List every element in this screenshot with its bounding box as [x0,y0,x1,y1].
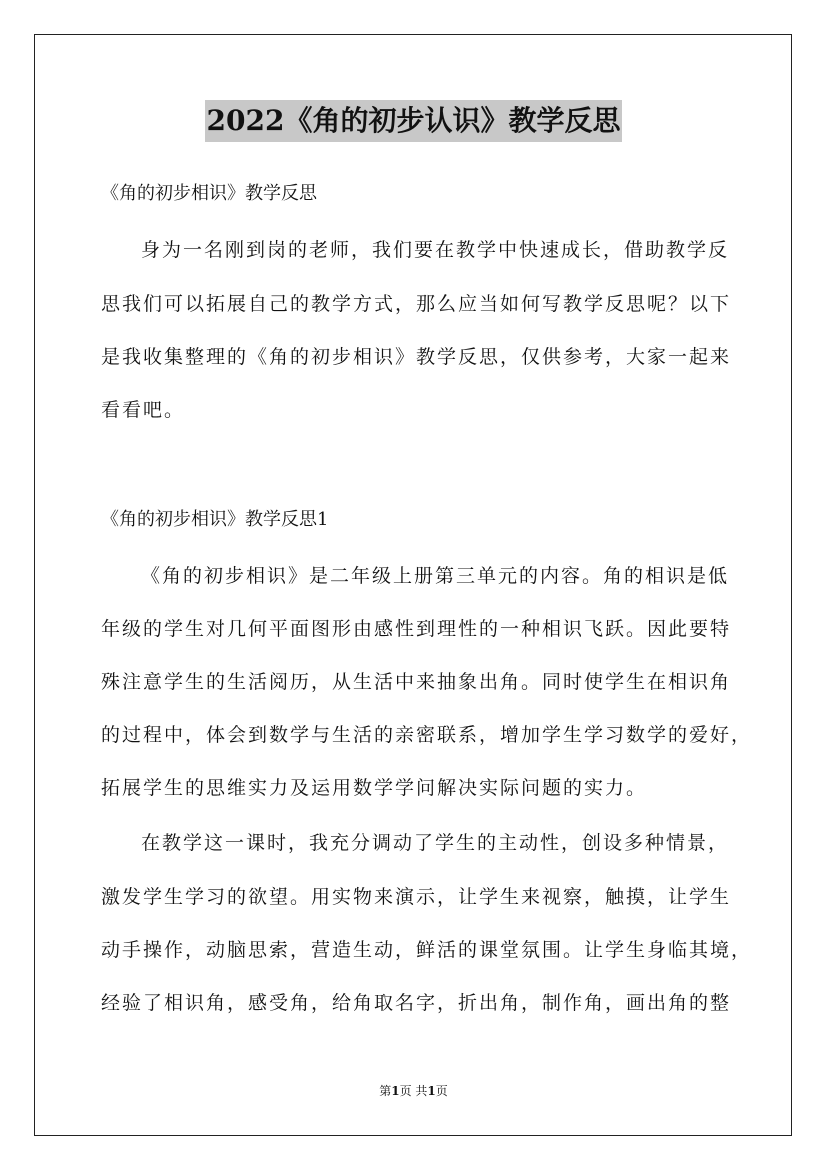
intro-line: 思我们可以拓展自己的教学方式，那么应当如何写教学反思呢？以下 [101,293,732,315]
intro-line: 看看吧。 [101,399,186,421]
paragraph-line: 拓展学生的思维实力及运用数学学问解决实际问题的实力。 [101,777,648,799]
section-heading: 《角的初步相识》教学反思 [101,183,317,204]
page-suffix: 页 [435,1084,448,1098]
intro-line: 是我收集整理的《角的初步相识》教学反思，仅供参考，大家一起来 [101,346,732,368]
page-current: 1 [391,1084,400,1098]
paragraph-line: 激发学生学习的欲望。用实物来演示，让学生来视察，触摸，让学生 [101,886,732,908]
paragraph-line: 年级的学生对几何平面图形由感性到理性的一种相识飞跃。因此要特 [101,618,732,640]
paragraph-line: 《角的初步相识》是二年级上册第三单元的内容。角的相识是低 [141,565,730,587]
title-container [0,100,827,142]
page-footer [0,1083,827,1099]
page-mid: 页 共 [399,1084,428,1098]
intro-line: 身为一名刚到岗的老师，我们要在教学中快速成长，借助教学反 [141,239,730,261]
page-total: 1 [427,1084,436,1098]
document-title: 2022《角的初步认识》教学反思 [205,100,623,142]
page-prefix: 第 [379,1084,392,1098]
section-heading: 《角的初步相识》教学反思1 [101,509,329,530]
paragraph-line: 在教学这一课时，我充分调动了学生的主动性，创设多种情景， [141,832,730,854]
paragraph-line: 经验了相识角，感受角，给角取名字，折出角，制作角，画出角的整 [101,992,732,1014]
paragraph-line: 殊注意学生的生活阅历，从生活中来抽象出角。同时使学生在相识角 [101,671,732,693]
paragraph-line: 的过程中，体会到数学与生活的亲密联系，增加学生学习数学的爱好， [101,724,753,746]
paragraph-line: 动手操作，动脑思索，营造生动，鲜活的课堂氛围。让学生身临其境， [101,939,753,961]
